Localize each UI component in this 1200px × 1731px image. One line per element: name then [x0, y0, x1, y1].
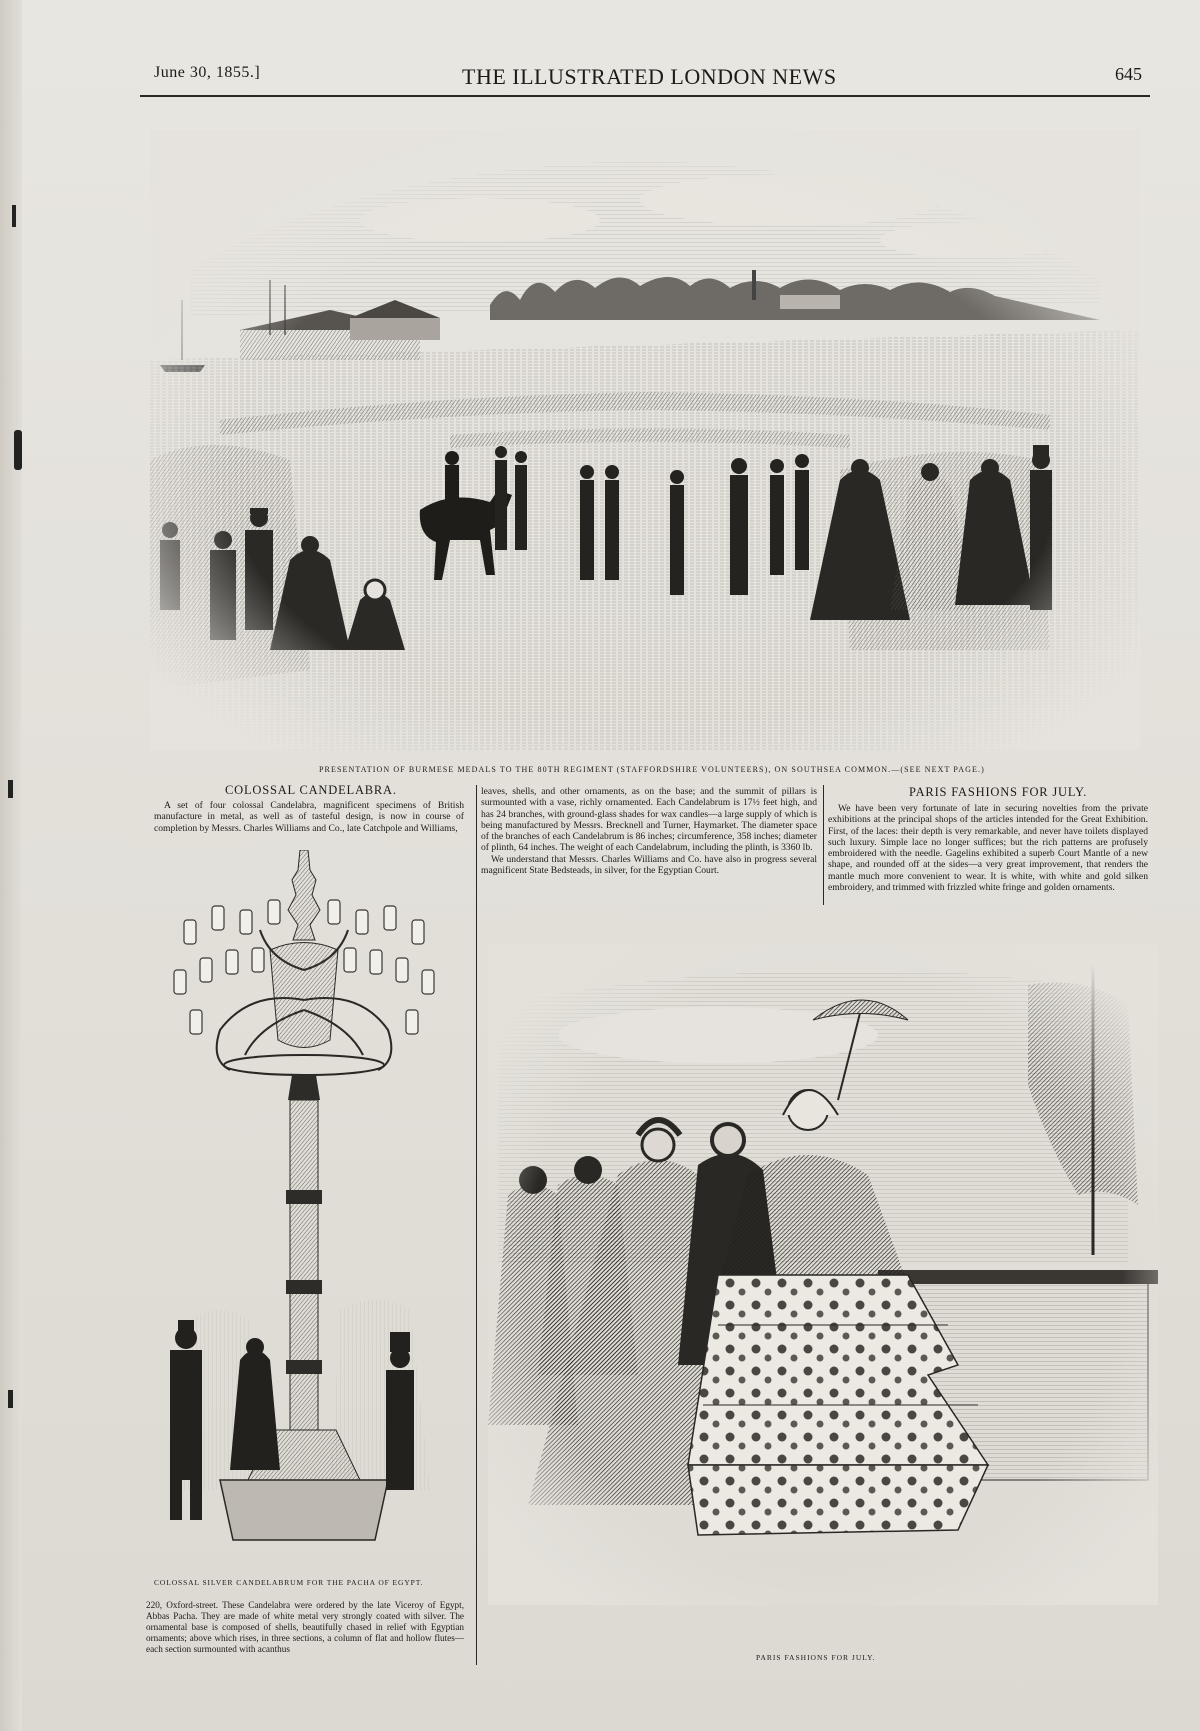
- fashions-heading: PARIS FASHIONS FOR JULY.: [909, 785, 1088, 799]
- illustration-candelabrum: [160, 850, 460, 1550]
- fashions-body-text: We have been very fortunate of late in securing novelties from the private exhibitions at the principal shops of the articles intended for the Great Exhibition. First, of the laces: their depth is very remarkable, and never have toilets displayed such luxury. Simple lace no longer suffices; but the rich patterns are profusely embroidered with the needle. Gagelins exhibited a superb Court Mantle of a new shape, and rounded off at the sides—a very great improvement, that renders the mantle much more convenient to wear. It is white, with white and gold silken embroidery, and trimmed with frizzled white fringe and golden ornaments.: [828, 803, 1148, 894]
- binding-mark: [8, 1390, 13, 1408]
- fashions-body: [828, 803, 1148, 893]
- fashions-caption: PARIS FASHIONS FOR JULY.: [756, 1653, 876, 1662]
- binding-mark: [8, 780, 13, 798]
- illustration-paris-fashions: [488, 945, 1158, 1605]
- page-number: 645: [1115, 64, 1142, 84]
- illustration-medal-presentation: [150, 130, 1140, 750]
- issue-date: June 30, 1855.]: [154, 64, 261, 81]
- masthead-title: THE ILLUSTRATED LONDON NEWS: [462, 64, 837, 89]
- candelabra-continuation: [146, 1600, 464, 1655]
- illustration-caption: PRESENTATION OF BURMESE MEDALS TO THE 80TH REGIMENT (STAFFORDSHIRE VOLUNTEERS), ON SOUTHSEA COMMON.—(SEE NEXT PAGE.): [319, 765, 985, 774]
- column-rule: [823, 785, 824, 905]
- page-edge: [0, 0, 22, 1731]
- column-rule: [476, 785, 477, 1665]
- candelabra-middle-column: [481, 786, 817, 876]
- candelabra-middle-para2: We understand that Messrs. Charles Williams and Co. have also in progress several magnificent State Bedsteads, in silver, for the Egyptian Court.: [481, 853, 817, 877]
- candelabra-heading: COLOSSAL CANDELABRA.: [225, 783, 397, 797]
- binding-mark: [14, 430, 22, 470]
- candelabra-intro-text: A set of four colossal Candelabra, magnificent specimens of British manufacture in metal, as well as of tasteful design, is now in course of completion by Messrs. Charles Williams and Co., late Catchpole and Williams,: [154, 800, 464, 834]
- candelabra-middle-para1: leaves, shells, and other ornaments, as on the base; and the summit of pillars is surmounted with a vase, richly ornamented. Each Candelabrum is 17½ feet high, and has 24 branches, with ground-glass shades for wax candles—a large supply of which is being manufactured by Messrs. Brecknell and Turner, Haymarket. The diameter space of the branches of each Candelabrum is 86 inches; circumference, 358 inches; diameter of plinth, 64 inches. The weight of each Candelabrum, including the plinth, is 3360 lb.: [481, 786, 817, 854]
- header-rule: [140, 95, 1150, 97]
- binding-mark: [12, 205, 16, 227]
- candelabrum-caption: COLOSSAL SILVER CANDELABRUM FOR THE PACHA OF EGYPT.: [154, 1578, 424, 1587]
- candelabra-intro: [154, 800, 464, 834]
- candelabra-continuation-text: 220, Oxford-street. These Candelabra were ordered by the late Viceroy of Egypt, Abbas Pacha. They are made of white metal very strongly coated with silver. The ornamental base is composed of shells, beautifully chased in relief with Egyptian ornaments; above which rises, in three sections, a column of flat and hollow flutes—each section surmounted with acanthus: [146, 1600, 464, 1654]
